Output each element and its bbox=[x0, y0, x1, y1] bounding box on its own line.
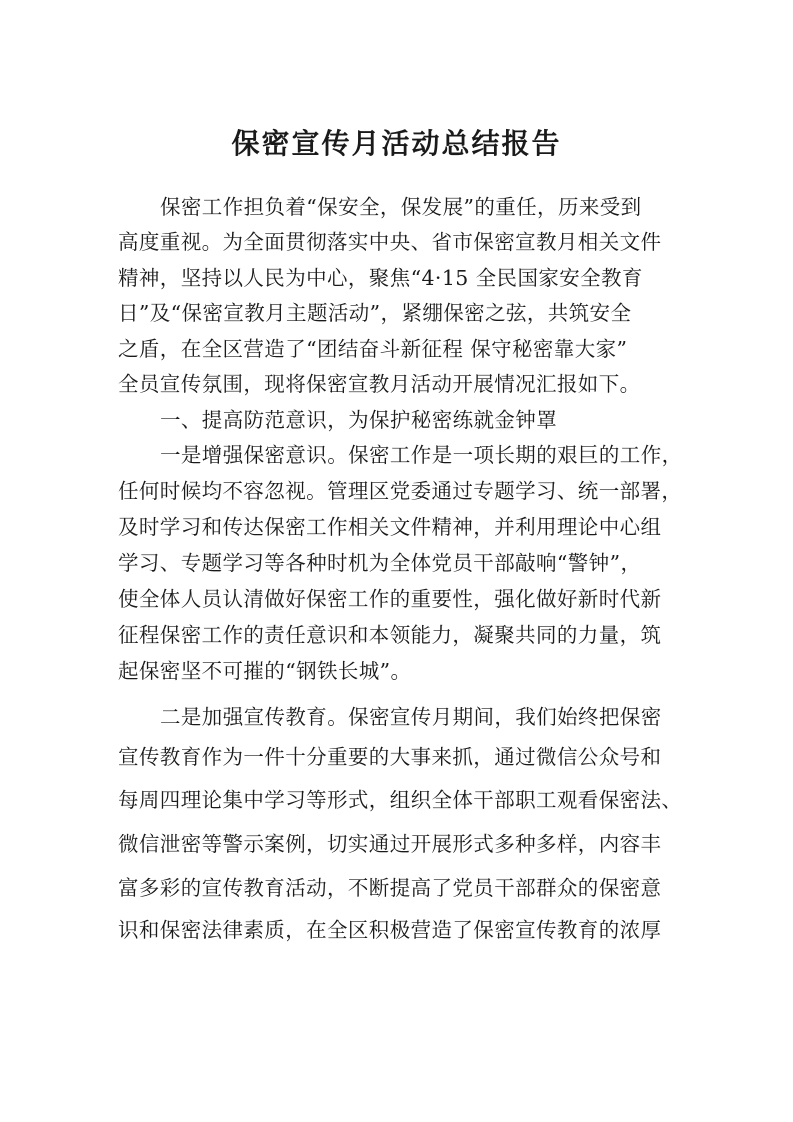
paragraph-line: 识和保密法律素质，在全区积极营造了保密宣传教育的浓厚 bbox=[118, 918, 662, 942]
paragraph-line: 使全体人员认清做好保密工作的重要性，强化做好新时代新 bbox=[118, 587, 662, 611]
paragraph-line: 二是加强宣传教育。保密宣传月期间，我们始终把保密 bbox=[160, 705, 662, 729]
paragraph-line: 每周四理论集中学习等形式，组织全体干部职工观看保密法、 bbox=[118, 788, 683, 812]
paragraph-line: 征程保密工作的责任意识和本领能力，凝聚共同的力量，筑 bbox=[118, 623, 662, 647]
paragraph-line: 及时学习和传达保密工作相关文件精神，并利用理论中心组 bbox=[118, 515, 662, 539]
document-title: 保密宣传月活动总结报告 bbox=[231, 127, 562, 160]
paragraph-line: 任何时候均不容忽视。管理区党委通过专题学习、统一部署， bbox=[118, 479, 683, 503]
paragraph-line: 精神，坚持以人民为中心，聚焦“4·15 全民国家安全教育 bbox=[118, 266, 643, 290]
paragraph-line: 学习、专题学习等各种时机为全体党员干部敲响“警钟”， bbox=[118, 551, 642, 575]
paragraph-line: 一是增强保密意识。保密工作是一项长期的艰巨的工作， bbox=[160, 443, 683, 467]
paragraph-line: 高度重视。为全面贯彻落实中央、省市保密宣教月相关文件 bbox=[118, 230, 662, 254]
paragraph-line: 富多彩的宣传教育活动，不断提高了党员干部群众的保密意 bbox=[118, 876, 662, 900]
paragraph-line: 之盾，在全区营造了“团结奋斗新征程 保守秘密靠大家” bbox=[118, 337, 628, 361]
paragraph-line: 日”及“保密宣教月主题活动”，紧绷保密之弦，共筑安全 bbox=[118, 301, 632, 325]
paragraph-line: 全员宣传氛围，现将保密宣教月活动开展情况汇报如下。 bbox=[118, 372, 641, 396]
paragraph-line: 保密工作担负着“保安全，保发展”的重任，历来受到 bbox=[160, 195, 642, 219]
paragraph-line: 微信泄密等警示案例，切实通过开展形式多种多样，内容丰 bbox=[118, 832, 662, 856]
section-heading: 一、提高防范意识，为保护秘密练就金钟罩 bbox=[160, 408, 558, 432]
paragraph-line: 宣传教育作为一件十分重要的大事来抓，通过微信公众号和 bbox=[118, 745, 662, 769]
paragraph-line: 起保密坚不可摧的“钢铁长城”。 bbox=[118, 659, 412, 683]
